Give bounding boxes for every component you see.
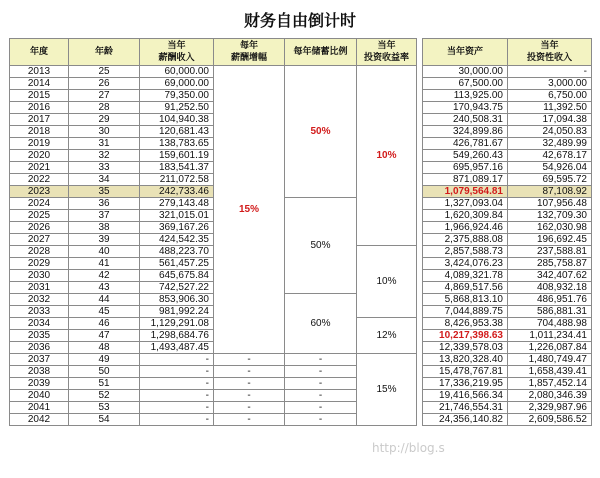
salary-cell: 69,000.00 xyxy=(140,78,214,90)
salary-cell: - xyxy=(140,402,214,414)
growth-dash-cell: - xyxy=(214,354,285,366)
investment-income-cell: 342,407.62 xyxy=(508,270,592,282)
age-cell: 48 xyxy=(69,342,140,354)
salary-cell: 104,940.38 xyxy=(140,114,214,126)
table-row xyxy=(10,402,592,414)
age-cell: 44 xyxy=(69,294,140,306)
salary-cell: 159,601.19 xyxy=(140,150,214,162)
year-cell: 2037 xyxy=(10,354,69,366)
investment-income-cell: 42,678.17 xyxy=(508,150,592,162)
salary-cell: - xyxy=(140,366,214,378)
year-cell: 2040 xyxy=(10,390,69,402)
header-year: 年度 xyxy=(10,39,69,66)
year-cell: 2031 xyxy=(10,282,69,294)
investment-income-cell: 1,011,234.41 xyxy=(508,330,592,342)
salary-cell: 424,542.35 xyxy=(140,234,214,246)
age-cell: 33 xyxy=(69,162,140,174)
salary-cell: 1,493,487.45 xyxy=(140,342,214,354)
investment-income-cell: 285,758.87 xyxy=(508,258,592,270)
assets-cell: 7,044,889.75 xyxy=(423,306,508,318)
assets-cell: 4,089,321.78 xyxy=(423,270,508,282)
assets-cell: 13,820,328.40 xyxy=(423,354,508,366)
year-cell: 2029 xyxy=(10,258,69,270)
header-growth: 每年 薪酬增幅 xyxy=(214,39,285,66)
table-row xyxy=(10,354,592,366)
table-row xyxy=(10,414,592,426)
investment-income-cell: 2,080,346.39 xyxy=(508,390,592,402)
salary-cell: 853,906.30 xyxy=(140,294,214,306)
age-cell: 43 xyxy=(69,282,140,294)
salary-cell: 183,541.37 xyxy=(140,162,214,174)
savings-ratio-cell: 50% xyxy=(285,66,357,198)
age-cell: 47 xyxy=(69,330,140,342)
salary-cell: - xyxy=(140,354,214,366)
investment-income-cell: 196,692.45 xyxy=(508,234,592,246)
assets-cell: 240,508.31 xyxy=(423,114,508,126)
savings-ratio-cell: 50% xyxy=(285,198,357,294)
assets-cell: 1,620,309.84 xyxy=(423,210,508,222)
salary-cell: 120,681.43 xyxy=(140,126,214,138)
assets-cell: 4,869,517.56 xyxy=(423,282,508,294)
age-cell: 26 xyxy=(69,78,140,90)
table-row xyxy=(10,66,592,78)
investment-income-cell: 1,857,452.14 xyxy=(508,378,592,390)
age-cell: 31 xyxy=(69,138,140,150)
salary-cell: 279,143.48 xyxy=(140,198,214,210)
header-return-rate: 当年 投资收益率 xyxy=(357,39,417,66)
age-cell: 25 xyxy=(69,66,140,78)
age-cell: 52 xyxy=(69,390,140,402)
watermark: http://blog.s xyxy=(372,441,445,455)
age-cell: 39 xyxy=(69,234,140,246)
year-cell: 2035 xyxy=(10,330,69,342)
year-cell: 2013 xyxy=(10,66,69,78)
age-cell: 30 xyxy=(69,126,140,138)
investment-income-cell: 17,094.38 xyxy=(508,114,592,126)
salary-cell: - xyxy=(140,414,214,426)
finance-table xyxy=(9,38,592,426)
year-cell: 2042 xyxy=(10,414,69,426)
age-cell: 37 xyxy=(69,210,140,222)
year-cell: 2023 xyxy=(10,186,69,198)
year-cell: 2034 xyxy=(10,318,69,330)
savings-ratio-cell: 60% xyxy=(285,294,357,354)
investment-income-cell: 1,226,087.84 xyxy=(508,342,592,354)
year-cell: 2017 xyxy=(10,114,69,126)
assets-cell: 5,868,813.10 xyxy=(423,294,508,306)
age-cell: 38 xyxy=(69,222,140,234)
assets-cell: 549,260.43 xyxy=(423,150,508,162)
assets-cell: 426,781.67 xyxy=(423,138,508,150)
assets-cell: 324,899.86 xyxy=(423,126,508,138)
investment-income-cell: 486,951.76 xyxy=(508,294,592,306)
assets-cell: 24,356,140.82 xyxy=(423,414,508,426)
year-cell: 2022 xyxy=(10,174,69,186)
assets-cell: 30,000.00 xyxy=(423,66,508,78)
age-cell: 36 xyxy=(69,198,140,210)
year-cell: 2032 xyxy=(10,294,69,306)
return-rate-cell: 10% xyxy=(357,246,417,318)
salary-cell: 1,298,684.76 xyxy=(140,330,214,342)
year-cell: 2019 xyxy=(10,138,69,150)
salary-cell: 742,527.22 xyxy=(140,282,214,294)
year-cell: 2038 xyxy=(10,366,69,378)
salary-cell: 488,223.70 xyxy=(140,246,214,258)
savings-dash-cell: - xyxy=(285,390,357,402)
salary-cell: 211,072.58 xyxy=(140,174,214,186)
investment-income-cell: 69,595.72 xyxy=(508,174,592,186)
investment-income-cell: 586,881.31 xyxy=(508,306,592,318)
assets-cell: 2,375,888.08 xyxy=(423,234,508,246)
investment-income-cell: 132,709.30 xyxy=(508,210,592,222)
year-cell: 2039 xyxy=(10,378,69,390)
year-cell: 2016 xyxy=(10,102,69,114)
investment-income-cell: 1,480,749.47 xyxy=(508,354,592,366)
savings-dash-cell: - xyxy=(285,402,357,414)
age-cell: 49 xyxy=(69,354,140,366)
investment-income-cell: 24,050.83 xyxy=(508,126,592,138)
table-row xyxy=(10,378,592,390)
investment-income-cell: 2,329,987.96 xyxy=(508,402,592,414)
return-rate-cell: 12% xyxy=(357,318,417,354)
assets-cell: 21,746,554.31 xyxy=(423,402,508,414)
assets-cell: 17,336,219.95 xyxy=(423,378,508,390)
age-cell: 32 xyxy=(69,150,140,162)
age-cell: 46 xyxy=(69,318,140,330)
investment-income-cell: - xyxy=(508,66,592,78)
sheet-title: 财务自由倒计时 xyxy=(243,10,356,30)
age-cell: 28 xyxy=(69,102,140,114)
investment-income-cell: 6,750.00 xyxy=(508,90,592,102)
investment-income-cell: 162,030.98 xyxy=(508,222,592,234)
table-row xyxy=(10,294,592,306)
assets-cell: 67,500.00 xyxy=(423,78,508,90)
assets-cell: 8,426,953.38 xyxy=(423,318,508,330)
assets-cell: 10,217,398.63 xyxy=(423,330,508,342)
investment-income-cell: 704,488.98 xyxy=(508,318,592,330)
salary-cell: 91,252.50 xyxy=(140,102,214,114)
age-cell: 35 xyxy=(69,186,140,198)
age-cell: 45 xyxy=(69,306,140,318)
age-cell: 54 xyxy=(69,414,140,426)
savings-dash-cell: - xyxy=(285,354,357,366)
salary-cell: 645,675.84 xyxy=(140,270,214,282)
table-row xyxy=(10,390,592,402)
growth-dash-cell: - xyxy=(214,366,285,378)
salary-cell: 60,000.00 xyxy=(140,66,214,78)
investment-income-cell: 54,926.04 xyxy=(508,162,592,174)
assets-cell: 19,416,566.34 xyxy=(423,390,508,402)
header-assets: 当年资产 xyxy=(423,39,508,66)
age-cell: 53 xyxy=(69,402,140,414)
assets-cell: 113,925.00 xyxy=(423,90,508,102)
age-cell: 51 xyxy=(69,378,140,390)
investment-income-cell: 87,108.92 xyxy=(508,186,592,198)
age-cell: 27 xyxy=(69,90,140,102)
salary-cell: 138,783.65 xyxy=(140,138,214,150)
assets-cell: 15,478,767.81 xyxy=(423,366,508,378)
salary-cell: - xyxy=(140,390,214,402)
savings-dash-cell: - xyxy=(285,414,357,426)
growth-dash-cell: - xyxy=(214,378,285,390)
assets-cell: 12,339,578.03 xyxy=(423,342,508,354)
year-cell: 2033 xyxy=(10,306,69,318)
age-cell: 50 xyxy=(69,366,140,378)
assets-cell: 3,424,076.23 xyxy=(423,258,508,270)
header-investment-income: 当年 投资性收入 xyxy=(508,39,592,66)
year-cell: 2015 xyxy=(10,90,69,102)
year-cell: 2030 xyxy=(10,270,69,282)
header-age: 年龄 xyxy=(69,39,140,66)
salary-cell: - xyxy=(140,378,214,390)
age-cell: 34 xyxy=(69,174,140,186)
year-cell: 2014 xyxy=(10,78,69,90)
savings-dash-cell: - xyxy=(285,378,357,390)
assets-cell: 695,957.16 xyxy=(423,162,508,174)
investment-income-cell: 408,932.18 xyxy=(508,282,592,294)
age-cell: 40 xyxy=(69,246,140,258)
return-rate-cell: 10% xyxy=(357,66,417,246)
investment-income-cell: 11,392.50 xyxy=(508,102,592,114)
salary-cell: 1,129,291.08 xyxy=(140,318,214,330)
table-body xyxy=(10,66,592,426)
assets-cell: 871,089.17 xyxy=(423,174,508,186)
growth-rate-cell: 15% xyxy=(214,66,285,354)
salary-cell: 981,992.24 xyxy=(140,306,214,318)
year-cell: 2036 xyxy=(10,342,69,354)
investment-income-cell: 237,588.81 xyxy=(508,246,592,258)
year-cell: 2026 xyxy=(10,222,69,234)
age-cell: 41 xyxy=(69,258,140,270)
year-cell: 2021 xyxy=(10,162,69,174)
table-row xyxy=(10,198,592,210)
investment-income-cell: 107,956.48 xyxy=(508,198,592,210)
year-cell: 2041 xyxy=(10,402,69,414)
assets-cell: 1,079,564.81 xyxy=(423,186,508,198)
salary-cell: 321,015.01 xyxy=(140,210,214,222)
assets-cell: 2,857,588.73 xyxy=(423,246,508,258)
year-cell: 2020 xyxy=(10,150,69,162)
year-cell: 2024 xyxy=(10,198,69,210)
salary-cell: 242,733.46 xyxy=(140,186,214,198)
return-rate-cell: 15% xyxy=(357,354,417,426)
investment-income-cell: 32,489.99 xyxy=(508,138,592,150)
growth-dash-cell: - xyxy=(214,402,285,414)
header-savings: 每年储蓄比例 xyxy=(285,39,357,66)
table-row xyxy=(10,366,592,378)
year-cell: 2018 xyxy=(10,126,69,138)
header-row xyxy=(10,39,592,66)
age-cell: 42 xyxy=(69,270,140,282)
salary-cell: 561,457.25 xyxy=(140,258,214,270)
year-cell: 2028 xyxy=(10,246,69,258)
assets-cell: 1,327,093.04 xyxy=(423,198,508,210)
investment-income-cell: 2,609,586.52 xyxy=(508,414,592,426)
assets-cell: 170,943.75 xyxy=(423,102,508,114)
header-salary: 当年 薪酬收入 xyxy=(140,39,214,66)
salary-cell: 369,167.26 xyxy=(140,222,214,234)
age-cell: 29 xyxy=(69,114,140,126)
year-cell: 2025 xyxy=(10,210,69,222)
assets-cell: 1,966,924.46 xyxy=(423,222,508,234)
growth-dash-cell: - xyxy=(214,414,285,426)
investment-income-cell: 1,658,439.41 xyxy=(508,366,592,378)
investment-income-cell: 3,000.00 xyxy=(508,78,592,90)
savings-dash-cell: - xyxy=(285,366,357,378)
year-cell: 2027 xyxy=(10,234,69,246)
growth-dash-cell: - xyxy=(214,390,285,402)
salary-cell: 79,350.00 xyxy=(140,90,214,102)
